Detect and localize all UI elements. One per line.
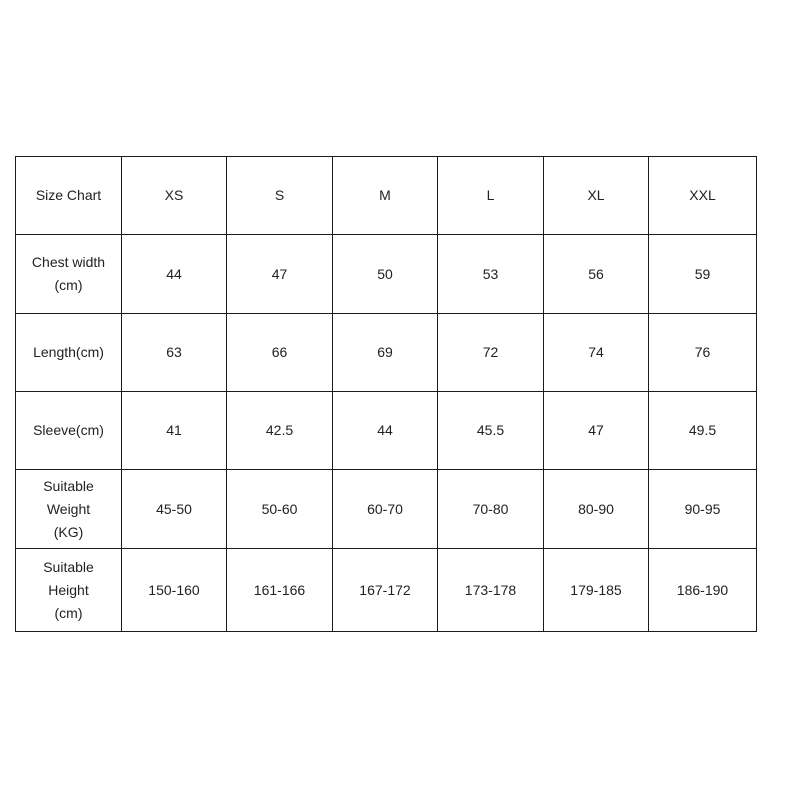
table-cell: 56 — [544, 235, 649, 314]
size-chart-table — [15, 156, 757, 632]
table-cell: 50 — [333, 235, 438, 314]
table-cell: 150-160 — [122, 549, 227, 632]
table-cell: 80-90 — [544, 470, 649, 549]
table-cell: 45.5 — [438, 392, 544, 470]
table-cell: 76 — [649, 314, 757, 392]
row-label: Suitable Height (cm) — [16, 549, 122, 632]
size-header-xl: XL — [544, 157, 649, 235]
table-cell: 167-172 — [333, 549, 438, 632]
table-cell: 53 — [438, 235, 544, 314]
size-header-xxl: XXL — [649, 157, 757, 235]
table-row-sleeve — [16, 392, 757, 470]
size-header-s: S — [227, 157, 333, 235]
table-cell: 47 — [544, 392, 649, 470]
table-row-length — [16, 314, 757, 392]
table-cell: 50-60 — [227, 470, 333, 549]
table-row-suitable-weight — [16, 470, 757, 549]
size-header-m: M — [333, 157, 438, 235]
table-cell: 42.5 — [227, 392, 333, 470]
table-cell: 72 — [438, 314, 544, 392]
row-label: Sleeve(cm) — [16, 392, 122, 470]
table-cell: 173-178 — [438, 549, 544, 632]
size-chart-label: Size Chart — [16, 157, 122, 235]
table-header-row — [16, 157, 757, 235]
table-cell: 47 — [227, 235, 333, 314]
table-cell: 90-95 — [649, 470, 757, 549]
table-cell: 59 — [649, 235, 757, 314]
table-cell: 69 — [333, 314, 438, 392]
table-cell: 179-185 — [544, 549, 649, 632]
table-cell: 44 — [122, 235, 227, 314]
table-cell: 66 — [227, 314, 333, 392]
table-cell: 161-166 — [227, 549, 333, 632]
table-row-chest-width — [16, 235, 757, 314]
row-label: Length(cm) — [16, 314, 122, 392]
size-header-l: L — [438, 157, 544, 235]
table-cell: 63 — [122, 314, 227, 392]
table-cell: 70-80 — [438, 470, 544, 549]
table-row-suitable-height — [16, 549, 757, 632]
size-header-xs: XS — [122, 157, 227, 235]
row-label: Suitable Weight (KG) — [16, 470, 122, 549]
table-cell: 60-70 — [333, 470, 438, 549]
table-cell: 44 — [333, 392, 438, 470]
row-label: Chest width (cm) — [16, 235, 122, 314]
table-cell: 186-190 — [649, 549, 757, 632]
table-cell: 49.5 — [649, 392, 757, 470]
table-cell: 74 — [544, 314, 649, 392]
table-cell: 41 — [122, 392, 227, 470]
table-cell: 45-50 — [122, 470, 227, 549]
